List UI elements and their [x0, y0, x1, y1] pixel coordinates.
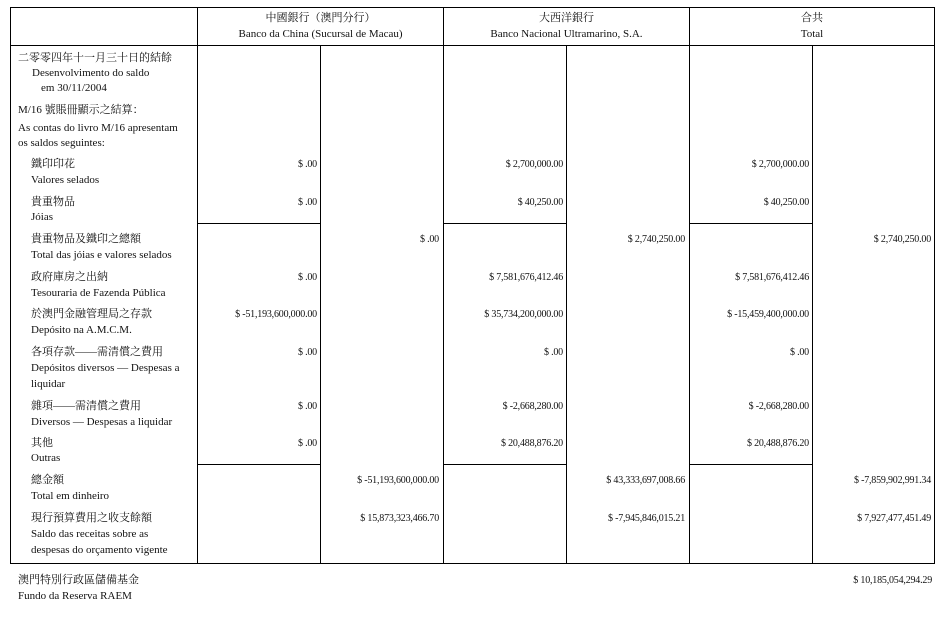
footer-label-zh: 澳門特別行政區儲備基金 [18, 574, 139, 586]
cell-boc-subtotal: $ 15,873,323,466.70 [360, 513, 439, 524]
cell-total: $ .00 [789, 347, 809, 358]
rule-bottom [10, 563, 934, 564]
row-label-zh: 貴重物品及鐵印之總額 [31, 233, 141, 245]
rule-subtotal-2 [443, 464, 567, 465]
cell-boc: $ -51,193,600,000.00 [235, 309, 317, 320]
row-label-pt: Total em dinheiro [31, 490, 110, 502]
cell-boc-subtotal: $ .00 [419, 234, 439, 245]
cell-bnu-subtotal: $ 43,333,697,008.66 [606, 475, 685, 486]
cell-total: $ 40,250.00 [763, 197, 809, 208]
rule-subtotal-1 [443, 223, 567, 224]
header-bnu-zh: 大西洋銀行 [539, 12, 594, 24]
rule-right [934, 7, 935, 564]
cell-boc: $ .00 [297, 197, 317, 208]
rule-col1-split [320, 45, 321, 564]
cell-bnu: $ -2,668,280.00 [502, 401, 563, 412]
row-label-zh: 各項存款——需清償之費用 [31, 346, 163, 358]
cell-boc: $ .00 [297, 401, 317, 412]
cell-boc-subtotal: $ -51,193,600,000.00 [357, 475, 439, 486]
cell-bnu-subtotal: $ 2,740,250.00 [627, 234, 685, 245]
rule-col3-split [812, 45, 813, 564]
rule-top [10, 7, 934, 8]
row-label-pt: Saldo das receitas sobre as [31, 528, 149, 540]
cell-total: $ -2,668,280.00 [748, 401, 809, 412]
cell-bnu: $ 35,734,200,000.00 [484, 309, 563, 320]
intro-ledger-zh: M/16 號賬冊顯示之結算： [18, 104, 144, 116]
row-label-zh: 總金額 [31, 474, 64, 486]
header-total-pt: Total [800, 28, 824, 40]
cell-bnu: $ 2,700,000.00 [505, 159, 563, 170]
row-label-pt: Valores selados [31, 174, 100, 186]
rule-col3 [689, 7, 690, 564]
rule-subtotal-2 [197, 464, 321, 465]
rule-col1 [197, 7, 198, 564]
rule-subtotal-1 [197, 223, 321, 224]
row-label-zh: 其他 [31, 437, 53, 449]
row-label-zh: 現行預算費用之收支餘額 [31, 512, 152, 524]
cell-total: $ 7,581,676,412.46 [735, 272, 809, 283]
rule-col2-split [566, 45, 567, 564]
header-bnu-pt: Banco Nacional Ultramarino, S.A. [490, 28, 643, 40]
rule-left [10, 7, 11, 564]
row-label-pt-2: despesas do orçamento vigente [31, 544, 168, 556]
cell-bnu-subtotal: $ -7,945,846,015.21 [607, 513, 685, 524]
header-bank-of-china-pt: Banco da China (Sucursal de Macau) [238, 28, 403, 40]
rule-subtotal-2 [689, 464, 813, 465]
cell-total-subtotal: $ 2,740,250.00 [873, 234, 931, 245]
cell-total: $ 20,488,876.20 [746, 438, 809, 449]
intro-ledger-pt: As contas do livro M/16 apresentam [18, 122, 178, 134]
intro-date-pt: Desenvolvimento do saldo [32, 67, 150, 79]
cell-boc: $ .00 [297, 438, 317, 449]
cell-bnu: $ 40,250.00 [517, 197, 563, 208]
rule-header-bottom [10, 45, 934, 46]
row-label-pt: Depósitos diversos — Despesas a [31, 362, 180, 374]
row-label-zh: 鐵印印花 [31, 158, 75, 170]
intro-ledger-pt-2: os saldos seguintes: [18, 137, 105, 149]
cell-bnu: $ 20,488,876.20 [500, 438, 563, 449]
row-label-pt: Tesouraria de Fazenda Pública [31, 287, 166, 299]
cell-boc: $ .00 [297, 347, 317, 358]
cell-bnu: $ 7,581,676,412.46 [489, 272, 563, 283]
header-bank-of-china-zh: 中國銀行（澳門分行） [265, 12, 376, 24]
cell-total: $ -15,459,400,000.00 [727, 309, 809, 320]
row-label-pt-2: liquidar [31, 378, 66, 390]
row-label-zh: 貴重物品 [31, 196, 75, 208]
row-label-pt: Diversos — Despesas a liquidar [31, 416, 173, 428]
row-label-pt: Depósito na A.M.C.M. [31, 324, 132, 336]
row-label-zh: 於澳門金融管理局之存款 [31, 308, 152, 320]
intro-date: em 30/11/2004 [41, 82, 107, 94]
row-label-pt: Outras [31, 452, 61, 464]
cell-total: $ 2,700,000.00 [751, 159, 809, 170]
rule-subtotal-1 [689, 223, 813, 224]
rule-col2 [443, 7, 444, 564]
row-label-pt: Total das jóias e valores selados [31, 249, 172, 261]
footer-reserve-fund-value: $ 10,185,054,294.29 [853, 575, 932, 586]
cell-boc: $ .00 [297, 272, 317, 283]
cell-boc: $ .00 [297, 159, 317, 170]
cell-total-subtotal: $ 7,927,477,451.49 [857, 513, 931, 524]
cell-bnu: $ .00 [543, 347, 563, 358]
cell-total-subtotal: $ -7,859,902,991.34 [853, 475, 931, 486]
row-label-zh: 雜項——需清償之費用 [31, 400, 141, 412]
footer-label-pt: Fundo da Reserva RAEM [18, 590, 132, 602]
row-label-zh: 政府庫房之出納 [31, 271, 108, 283]
row-label-pt: Jóias [31, 211, 53, 223]
intro-date-zh: 二零零四年十一月三十日的結餘 [18, 52, 172, 64]
header-total-zh: 合共 [801, 12, 823, 24]
